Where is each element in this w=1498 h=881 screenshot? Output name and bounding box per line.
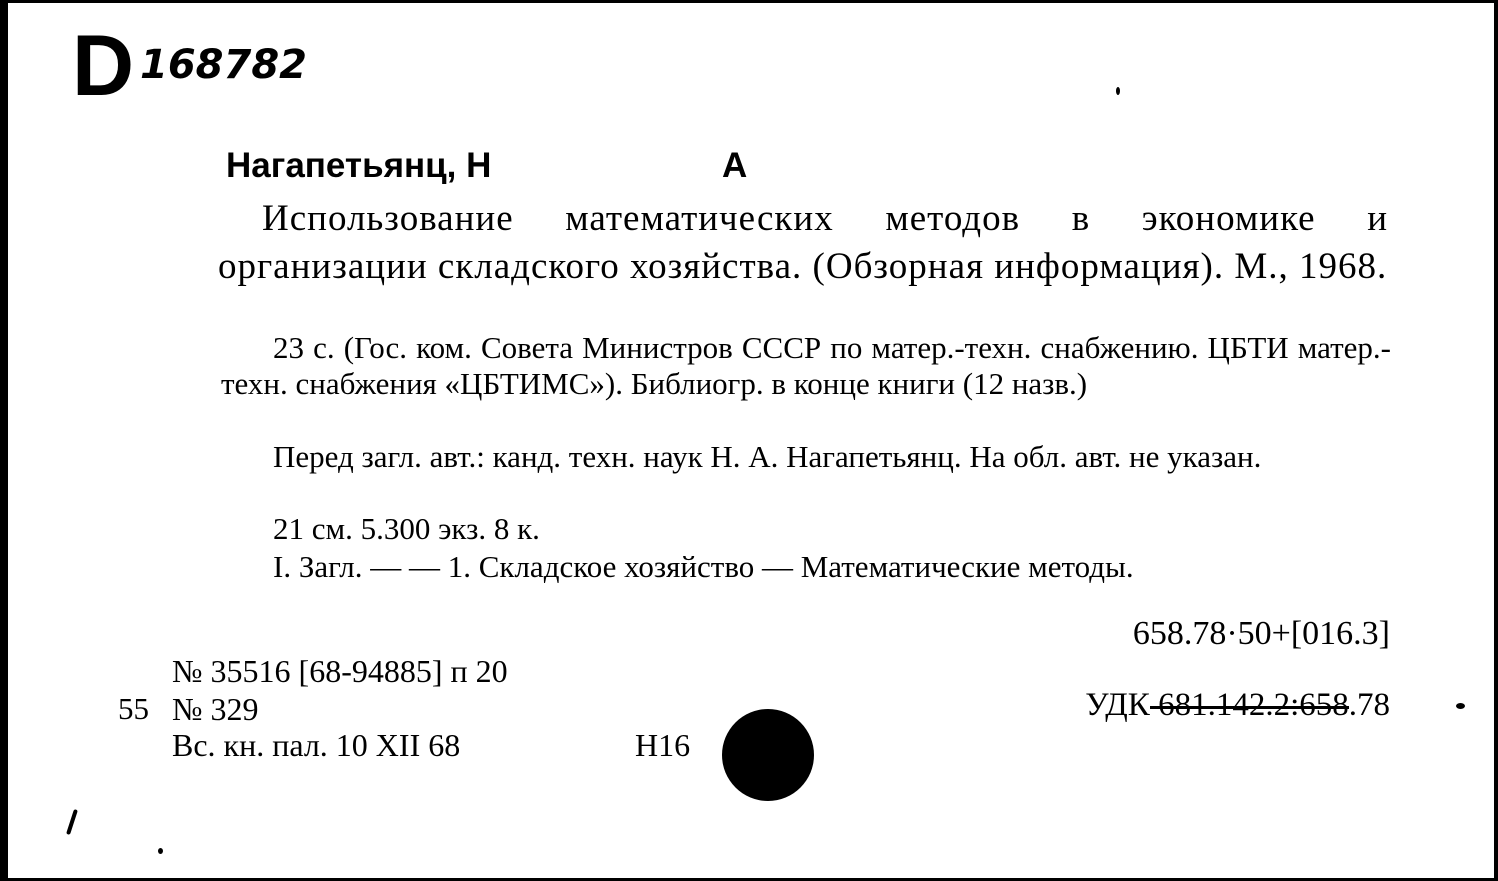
call-number: 168782 [140, 42, 307, 88]
subject-paragraph: I. Загл. — — 1. Складское хозяйство — Математические методы. [273, 549, 1134, 584]
ink-speck [1456, 703, 1465, 709]
ink-speck [158, 848, 163, 854]
ink-dot-mark [722, 709, 814, 801]
author-initial: А [722, 146, 748, 185]
ink-speck [1116, 87, 1120, 95]
udk-prefix: УДК [1085, 687, 1150, 723]
pagination-paragraph: 23 с. (Гос. ком. Совета Министров СССР по матер.-техн. снабжению. ЦБТИ матер.-техн. снабжения «ЦБТИМС»). Библиогр. в конце книги (12 назв.) [221, 330, 1391, 401]
pencil-stroke [66, 809, 78, 835]
side-number: 55 [118, 691, 149, 726]
udk-struck-code: 681.142.2:658 [1149, 687, 1349, 723]
classification-number: 658.78·50+[016.3] [1132, 615, 1390, 652]
call-prefix: D [72, 18, 133, 114]
author-note-paragraph: Перед загл. авт.: канд. техн. наук Н. А. Нагапетьянц. На обл. авт. не указан. [273, 439, 1262, 474]
catalog-card [8, 3, 1494, 878]
udk-line [1085, 689, 1390, 722]
print-code: Н16 [635, 727, 691, 763]
registry-number: № 35516 [68-94885] п 20 [172, 653, 508, 689]
format-paragraph: 21 см. 5.300 экз. 8 к. [273, 511, 540, 546]
udk-suffix: .78 [1348, 687, 1390, 723]
book-title: Использование математических методов в экономике и организации складского хозяйства. (Обзорная информация). М., 1968. [218, 198, 1388, 287]
chamber-line: Вс. кн. пал. 10 XII 68 [172, 727, 461, 763]
author-surname: Нагапетьянц, Н [226, 146, 492, 185]
copy-number: № 329 [172, 691, 259, 727]
